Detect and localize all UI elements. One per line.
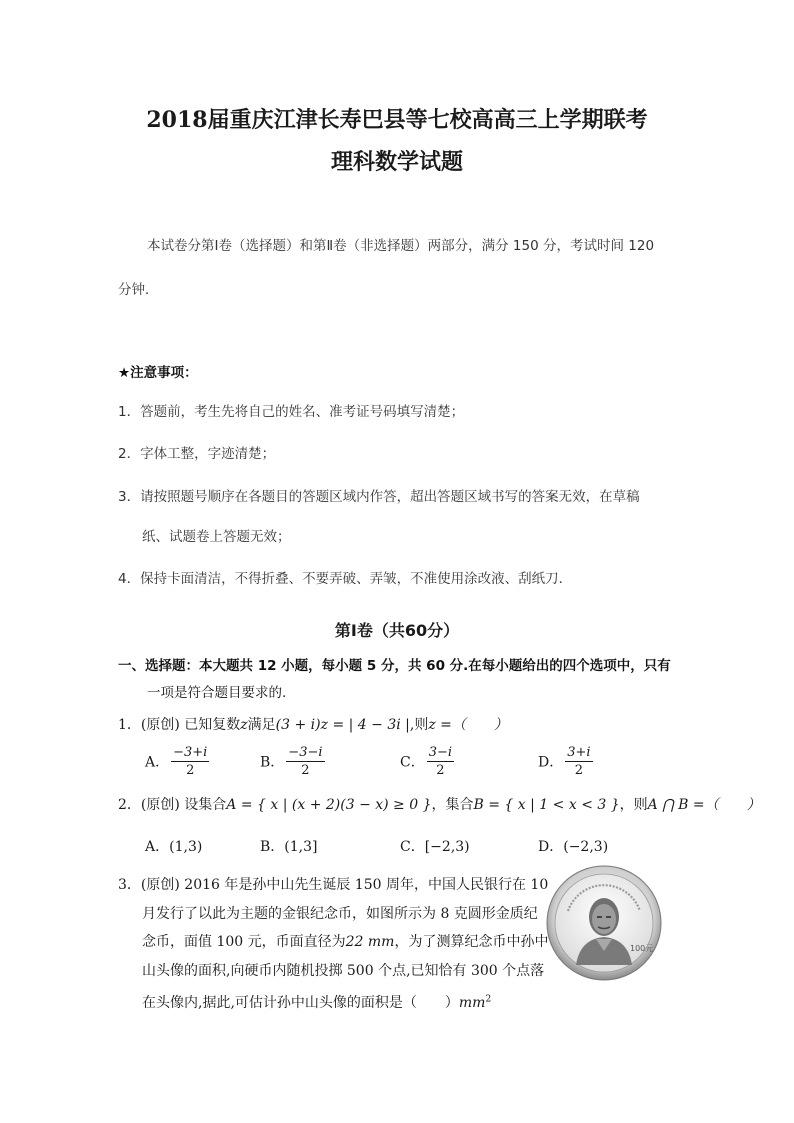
section-instruction-2: 一项是符合题目要求的. bbox=[147, 685, 287, 701]
q2-option-a-value: (1,3) bbox=[169, 839, 203, 855]
q1-option-c-den: 2 bbox=[436, 763, 445, 778]
notice-item-4: 4．保持卡面清洁，不得折叠、不要弄破、弄皱，不准使用涂改液、刮纸刀． bbox=[118, 571, 573, 587]
question-2 bbox=[118, 794, 761, 814]
q1-option-d-den: 2 bbox=[574, 763, 584, 778]
q1-var-z: z bbox=[240, 717, 248, 733]
notice-item-3: 3．请按照题号顺序在各题目的答题区域内作答，超出答题区域书写的答案无效，在草稿 bbox=[118, 489, 640, 505]
q2-prefix: 2．(原创) 设集合 bbox=[118, 797, 227, 813]
intro-line-2: 分钟． bbox=[118, 282, 159, 298]
q2-option-b-value: (1,3] bbox=[284, 839, 318, 855]
page-subtitle: 理科数学试题 bbox=[330, 149, 463, 175]
q2-set-b: B = { x | 1 < x < 3 } bbox=[473, 797, 620, 813]
q2-mid: ，集合 bbox=[431, 797, 474, 813]
q1-option-a-den: 2 bbox=[186, 763, 195, 778]
q1-option-a-num: −3+i bbox=[173, 745, 208, 760]
q1-option-a[interactable] bbox=[145, 745, 211, 778]
question-1 bbox=[118, 714, 508, 734]
q3-line-5a: 在头像内,据此,可估计孙中山头像的面积是（ ） bbox=[142, 995, 459, 1011]
notice-item-3-cont: 纸、试题卷上答题无效； bbox=[142, 529, 291, 545]
q3-line-3b: ，为了测算纪念币中孙中 bbox=[394, 934, 549, 950]
page-title: 2018届重庆江津长寿巴县等七校高高三上学期联考 bbox=[146, 107, 648, 133]
q1-prefix: 1．(原创) 已知复数 bbox=[118, 717, 241, 733]
section-heading: 第Ⅰ卷（共60分） bbox=[334, 621, 460, 640]
q1-mid: 满足 bbox=[247, 717, 276, 733]
q1-option-b[interactable] bbox=[260, 745, 327, 778]
q2-ask: A ⋂ B =（ ） bbox=[647, 797, 761, 813]
q2-set-a: A = { x | (x + 2)(3 − x) ≥ 0 } bbox=[226, 797, 432, 813]
intro-line-1: 本试卷分第Ⅰ卷（选择题）和第Ⅱ卷（非选择题）两部分，满分 150 分，考试时间 120 bbox=[147, 238, 655, 254]
q3-line-3 bbox=[142, 931, 548, 951]
q3-line-3a: 念币，面值 100 元，币面直径为 bbox=[142, 934, 346, 950]
q1-option-b-den: 2 bbox=[301, 763, 310, 778]
coin-value-label: 100元 bbox=[630, 944, 654, 953]
commemorative-coin-image bbox=[546, 865, 662, 981]
q2-option-d-value: (−2,3) bbox=[563, 839, 609, 855]
q2-option-d[interactable] bbox=[538, 836, 608, 856]
q3-unit: mm bbox=[458, 995, 486, 1011]
notice-item-1: 1．答题前，考生先将自己的姓名、准考证号码填写清楚； bbox=[118, 404, 465, 420]
section-instruction-1: 一、选择题：本大题共 12 小题，每小题 5 分，共 60 分.在每小题给出的四个选项中，只有 bbox=[118, 658, 671, 674]
q1-option-d[interactable] bbox=[538, 745, 595, 778]
q3-line-3-math: 22 mm bbox=[345, 934, 395, 950]
q1-option-b-label: B． bbox=[260, 754, 285, 771]
notice-heading: ★注意事项： bbox=[118, 365, 198, 381]
q1-option-d-label: D． bbox=[538, 754, 564, 771]
q2-option-c[interactable] bbox=[400, 836, 470, 856]
q3-line-5 bbox=[142, 992, 491, 1012]
q3-line-4: 山头像的面积,向硬币内随机投掷 500 个点,已知恰有 300 个点落 bbox=[142, 963, 545, 979]
q2-option-b[interactable] bbox=[260, 836, 318, 856]
q1-option-a-label: A． bbox=[145, 754, 170, 771]
q2-option-c-value: [−2,3) bbox=[424, 839, 470, 855]
q1-formula: (3 + i)z = | 4 − 3i | bbox=[275, 717, 410, 733]
q2-tail: ，则 bbox=[619, 797, 648, 813]
q1-tail: ,则 bbox=[409, 717, 429, 733]
q3-line-1: 3．(原创) 2016 年是孙中山先生诞辰 150 周年，中国人民银行在 10 bbox=[118, 877, 549, 893]
q1-option-b-num: −3−i bbox=[288, 745, 323, 760]
q1-option-c-num: 3−i bbox=[428, 745, 453, 760]
q2-option-d-label: D． bbox=[538, 839, 564, 855]
q1-option-d-num: 3+i bbox=[567, 745, 591, 760]
q2-option-a[interactable] bbox=[145, 836, 202, 856]
q3-unit-sup: 2 bbox=[485, 994, 492, 1005]
q2-option-c-label: C． bbox=[400, 839, 425, 855]
notice-item-2: 2．字体工整，字迹清楚； bbox=[118, 446, 276, 462]
q1-option-c-label: C． bbox=[400, 754, 425, 771]
q3-line-2: 月发行了以此为主题的金银纪念币，如图所示为 8 克圆形金质纪 bbox=[142, 906, 538, 922]
q2-option-b-label: B． bbox=[260, 839, 285, 855]
q1-option-c[interactable] bbox=[400, 745, 456, 778]
q1-ask: z =（ ） bbox=[428, 717, 508, 733]
q2-option-a-label: A． bbox=[145, 839, 170, 855]
